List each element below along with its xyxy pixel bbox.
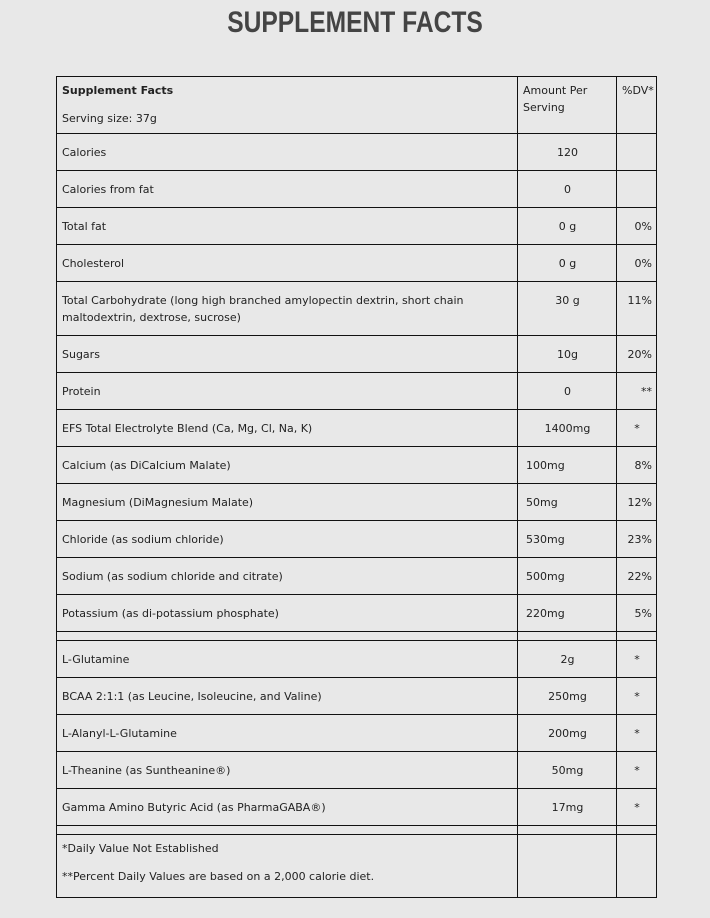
- nutrient-amount: 530mg: [518, 521, 617, 558]
- table-row: [57, 641, 657, 678]
- table-row: [57, 521, 657, 558]
- nutrient-amount: 0: [518, 373, 617, 410]
- table-row: [57, 789, 657, 826]
- nutrient-amount: 200mg: [518, 715, 617, 752]
- nutrient-dv: 0%: [617, 245, 657, 282]
- nutrient-dv: 12%: [617, 484, 657, 521]
- nutrient-dv: *: [617, 410, 657, 447]
- nutrient-name: Total Carbohydrate (long high branched amylopectin dextrin, short chain maltodextrin, dextrose, sucrose): [57, 282, 518, 336]
- facts-label: Supplement Facts: [62, 84, 174, 97]
- header-label-cell: [57, 77, 518, 134]
- footnotes: [57, 835, 518, 898]
- nutrient-amount: 0: [518, 171, 617, 208]
- nutrient-name: Calories: [57, 134, 518, 171]
- nutrient-dv: 8%: [617, 447, 657, 484]
- footnote-daily-value: *Daily Value Not Established: [62, 842, 219, 855]
- nutrient-amount: 100mg: [518, 447, 617, 484]
- table-row: [57, 678, 657, 715]
- table-row: [57, 558, 657, 595]
- nutrient-name: L-Theanine (as Suntheanine®): [57, 752, 518, 789]
- nutrient-name: Protein: [57, 373, 518, 410]
- footer-row: [57, 835, 657, 898]
- nutrient-name: L-Glutamine: [57, 641, 518, 678]
- table-row: [57, 208, 657, 245]
- nutrient-name: Sodium (as sodium chloride and citrate): [57, 558, 518, 595]
- nutrient-dv: *: [617, 789, 657, 826]
- nutrient-amount: 30 g: [518, 282, 617, 336]
- nutrient-dv: [617, 171, 657, 208]
- nutrient-amount: 0 g: [518, 245, 617, 282]
- nutrient-dv: 5%: [617, 595, 657, 632]
- section-divider: [57, 826, 657, 835]
- table-row: [57, 282, 657, 336]
- nutrient-dv: 22%: [617, 558, 657, 595]
- nutrient-dv: *: [617, 752, 657, 789]
- nutrient-name: Magnesium (DiMagnesium Malate): [57, 484, 518, 521]
- nutrient-dv: *: [617, 641, 657, 678]
- nutrient-dv: 0%: [617, 208, 657, 245]
- dv-column-header: %DV*: [617, 77, 657, 134]
- nutrient-name: Potassium (as di-potassium phosphate): [57, 595, 518, 632]
- nutrient-amount: 120: [518, 134, 617, 171]
- serving-size: Serving size: 37g: [62, 112, 157, 125]
- nutrient-dv: [617, 134, 657, 171]
- table-header-row: [57, 77, 657, 134]
- nutrient-name: Chloride (as sodium chloride): [57, 521, 518, 558]
- page-title: SUPPLEMENT FACTS: [227, 6, 483, 39]
- nutrient-amount: 10g: [518, 336, 617, 373]
- table-row: [57, 134, 657, 171]
- nutrient-dv: 11%: [617, 282, 657, 336]
- nutrient-name: Gamma Amino Butyric Acid (as PharmaGABA®): [57, 789, 518, 826]
- nutrient-amount: 0 g: [518, 208, 617, 245]
- nutrient-name: Total fat: [57, 208, 518, 245]
- nutrient-amount: 220mg: [518, 595, 617, 632]
- nutrient-name: Sugars: [57, 336, 518, 373]
- nutrient-amount: 2g: [518, 641, 617, 678]
- supplement-facts-table: [56, 76, 657, 898]
- nutrient-dv: *: [617, 715, 657, 752]
- table-row: [57, 447, 657, 484]
- nutrient-name: Calories from fat: [57, 171, 518, 208]
- nutrient-amount: 17mg: [518, 789, 617, 826]
- nutrient-dv: **: [617, 373, 657, 410]
- table-row: [57, 715, 657, 752]
- nutrient-name: BCAA 2:1:1 (as Leucine, Isoleucine, and Valine): [57, 678, 518, 715]
- nutrient-name: Cholesterol: [57, 245, 518, 282]
- table-row: [57, 373, 657, 410]
- nutrient-dv: *: [617, 678, 657, 715]
- section-divider: [57, 632, 657, 641]
- nutrient-amount: 1400mg: [518, 410, 617, 447]
- nutrient-amount: 250mg: [518, 678, 617, 715]
- footnote-percent-dv: **Percent Daily Values are based on a 2,000 calorie diet.: [62, 870, 375, 883]
- table-row: [57, 245, 657, 282]
- nutrient-name: EFS Total Electrolyte Blend (Ca, Mg, Cl, Na, K): [57, 410, 518, 447]
- nutrient-amount: 50mg: [518, 484, 617, 521]
- nutrient-amount: 500mg: [518, 558, 617, 595]
- nutrient-name: Calcium (as DiCalcium Malate): [57, 447, 518, 484]
- table-row: [57, 410, 657, 447]
- amount-column-header: Amount Per Serving: [518, 77, 617, 134]
- nutrient-dv: 23%: [617, 521, 657, 558]
- nutrient-dv: 20%: [617, 336, 657, 373]
- table-row: [57, 752, 657, 789]
- nutrient-amount: 50mg: [518, 752, 617, 789]
- table-row: [57, 595, 657, 632]
- table-row: [57, 336, 657, 373]
- table-row: [57, 171, 657, 208]
- nutrient-name: L-Alanyl-L-Glutamine: [57, 715, 518, 752]
- table-row: [57, 484, 657, 521]
